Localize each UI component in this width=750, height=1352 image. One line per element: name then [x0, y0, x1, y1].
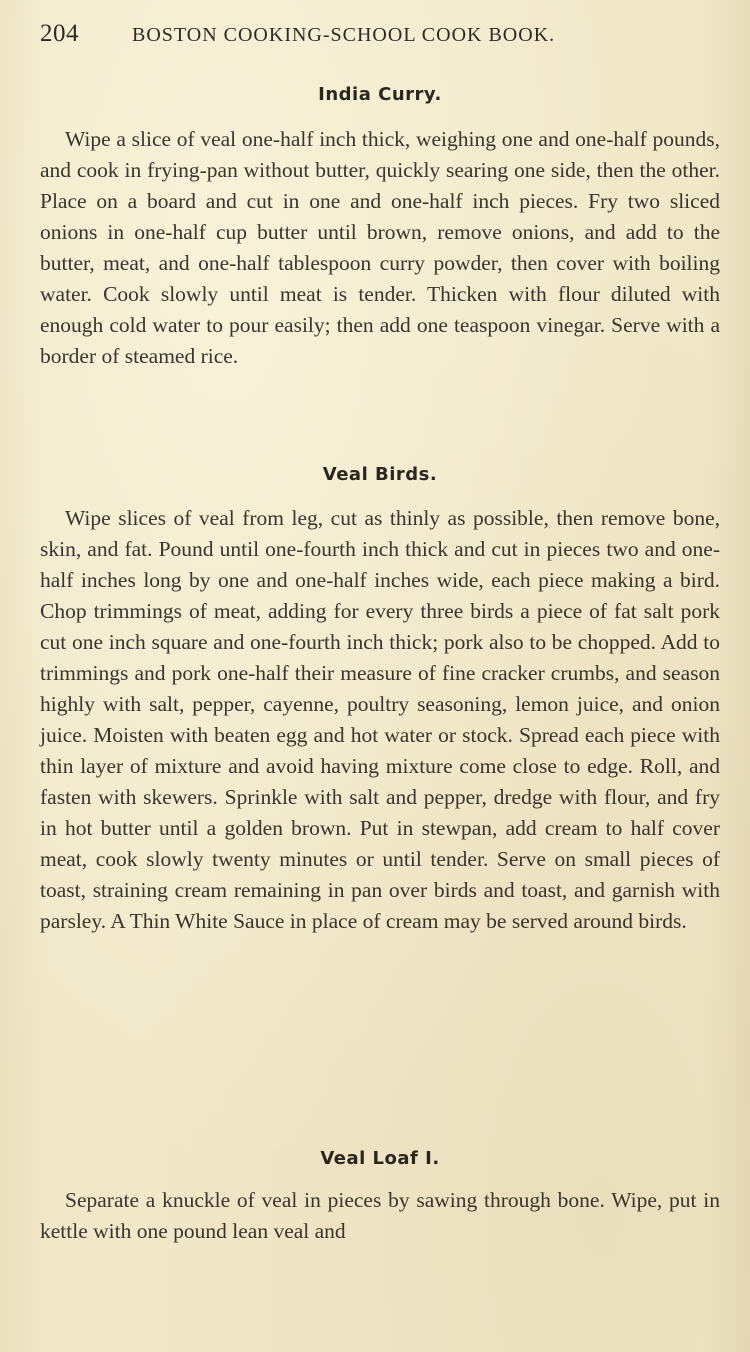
recipe-title-veal-loaf: Veal Loaf I.	[320, 1148, 440, 1169]
recipe-text-india-curry: Wipe a slice of veal one-half inch thick, weighing one and one-half pounds, and cook in frying-pan without butter, quickly searing one side, then the other. Place on a board and cut in one and one-half inch pieces. Fry two sliced onions in one-half cup butter until brown, remove onions, and add to the butter, meat, and one-half tablespoon curry powder, then cover with boiling water. Cook slowly until meat is tender. Thicken with flour diluted with enough cold water to pour easily; then add one teaspoon vinegar. Serve with a border of steamed rice.	[40, 127, 720, 368]
recipe-text-veal-loaf: Separate a knuckle of veal in pieces by sawing through bone. Wipe, put in kettle with one pound lean veal and	[40, 1188, 720, 1243]
page-number: 204	[40, 20, 79, 47]
recipe-text-veal-birds: Wipe slices of veal from leg, cut as thinly as possible, then remove bone, skin, and fat. Pound until one-fourth inch thick and cut in pieces two and one-half inches long by one and one-half inches wide, each piece making a bird. Chop trimmings of meat, adding for every three birds a piece of fat salt pork cut one inch square and one-fourth inch thick; pork also to be chopped. Add to trimmings and pork one-half their measure of fine cracker crumbs, and season highly with salt, pepper, cayenne, poultry seasoning, lemon juice, and onion juice. Moisten with beaten egg and hot water or stock. Spread each piece with thin layer of mixture and avoid having mixture come close to edge. Roll, and fasten with skewers. Sprinkle with salt and pepper, dredge with flour, and fry in hot butter until a golden brown. Put in stewpan, add cream to half cover meat, cook slowly twenty minutes or until tender. Serve on small pieces of toast, straining cream remaining in pan over birds and toast, and garnish with parsley. A Thin White Sauce in place of cream may be served around birds.	[40, 506, 720, 933]
recipe-title-veal-birds: Veal Birds.	[322, 464, 438, 485]
book-title: BOSTON COOKING-SCHOOL COOK BOOK.	[132, 24, 556, 46]
recipe-title-india-curry: India Curry.	[318, 84, 442, 105]
running-head	[40, 20, 720, 52]
